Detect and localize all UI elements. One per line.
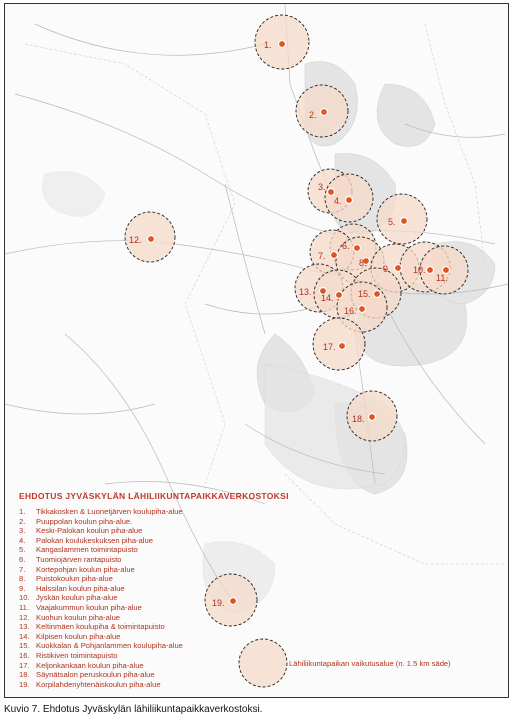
marker-15 xyxy=(374,291,381,298)
marker-1 xyxy=(279,41,286,48)
marker-4 xyxy=(346,197,353,204)
area-number-3: 3. xyxy=(318,182,326,192)
legend-item: 10. Jyskän koulun piha-alue xyxy=(19,593,118,603)
area-number-18: 18. xyxy=(352,414,365,424)
area-number-17: 17. xyxy=(323,342,336,352)
area-number-9: 9. xyxy=(383,264,391,274)
marker-5 xyxy=(401,218,408,225)
legend-item: 19. Korpilahdenyhtenäiskoulun piha-alue xyxy=(19,679,161,689)
area-number-5: 5. xyxy=(388,217,396,227)
legend-item: 1. Tikkakosken & Luonetjärven koulupiha-alue xyxy=(19,507,183,516)
area-number-7: 7. xyxy=(318,251,326,261)
area-number-1: 1. xyxy=(264,40,272,50)
marker-17 xyxy=(339,343,346,350)
area-number-10: 10. xyxy=(413,265,426,275)
legend-item: 3. Keski-Palokan koulun piha-alue xyxy=(19,526,143,536)
legend-item: 17. Keljonkankaan koulun piha-alue xyxy=(19,660,144,670)
area-number-6: 6. xyxy=(342,241,350,251)
radius-legend-label: Lähiliikuntapaikan vaikutusalue (n. 1.5 km säde) xyxy=(289,659,451,668)
legend-item: 11. Vaajakummun koulun piha-alue xyxy=(19,602,142,612)
legend-item: 5. Kangaslammen toimintapuisto xyxy=(19,545,138,555)
legend-item: 18. Säynätsalon peruskoulun piha-alue xyxy=(19,670,155,680)
figure-caption: Kuvio 7. Ehdotus Jyväskylän lähiliikuntapaikkaverkostoksi. xyxy=(4,704,263,715)
area-number-8: 8. xyxy=(359,258,367,268)
marker-3 xyxy=(328,189,335,196)
area-number-14: 14. xyxy=(321,293,334,303)
marker-7 xyxy=(331,252,338,259)
marker-10 xyxy=(427,267,434,274)
legend-item: 2. Puuppolan koulun piha-alue. xyxy=(19,516,133,526)
area-number-12: 12. xyxy=(129,235,142,245)
marker-2 xyxy=(321,109,328,116)
map-frame xyxy=(4,3,509,698)
legend-item: 4. Palokan koulukeskuksen piha-alue xyxy=(19,535,153,545)
legend-item: 9. Halssilan koulun piha-alue xyxy=(19,583,125,593)
legend-item: 14. Kilpisen koulun piha-alue xyxy=(19,631,121,641)
marker-12 xyxy=(148,236,155,243)
area-number-4: 4. xyxy=(334,196,342,206)
area-number-19: 19. xyxy=(212,598,225,608)
legend-item: 15. Kuokkalan & Pohjanlammen koulupiha-alue xyxy=(19,641,183,651)
area-number-11: 11. xyxy=(436,273,448,283)
marker-14 xyxy=(336,292,343,299)
legend-item: 16. Ristikiven toimintapuisto xyxy=(19,650,118,660)
marker-16 xyxy=(359,306,366,313)
legend-title: EHDOTUS JYVÄSKYLÄN LÄHILIIKUNTAPAIKKAVERKOSTOKSI xyxy=(19,491,289,501)
marker-6 xyxy=(354,245,361,252)
legend-item: 8. Puistokoulun piha-alue xyxy=(19,574,113,584)
legend-item: 13. Keltinmäen koulupiha & toimintapuisto xyxy=(19,622,165,632)
area-number-15: 15. xyxy=(358,289,371,299)
marker-9 xyxy=(395,265,402,272)
area-number-13: 13. xyxy=(299,287,312,297)
area-number-16: 16. xyxy=(344,306,357,316)
legend xyxy=(19,491,319,689)
legend-item: 7. Kortepohjan koulun piha-alue xyxy=(19,564,135,574)
legend-item: 6. Tuomiojärven rantapuisto xyxy=(19,554,122,564)
marker-18 xyxy=(369,414,376,421)
legend-item: 12. Kuohun koulun piha-alue xyxy=(19,612,121,622)
area-number-2: 2. xyxy=(309,110,317,120)
legend-list xyxy=(19,507,319,689)
